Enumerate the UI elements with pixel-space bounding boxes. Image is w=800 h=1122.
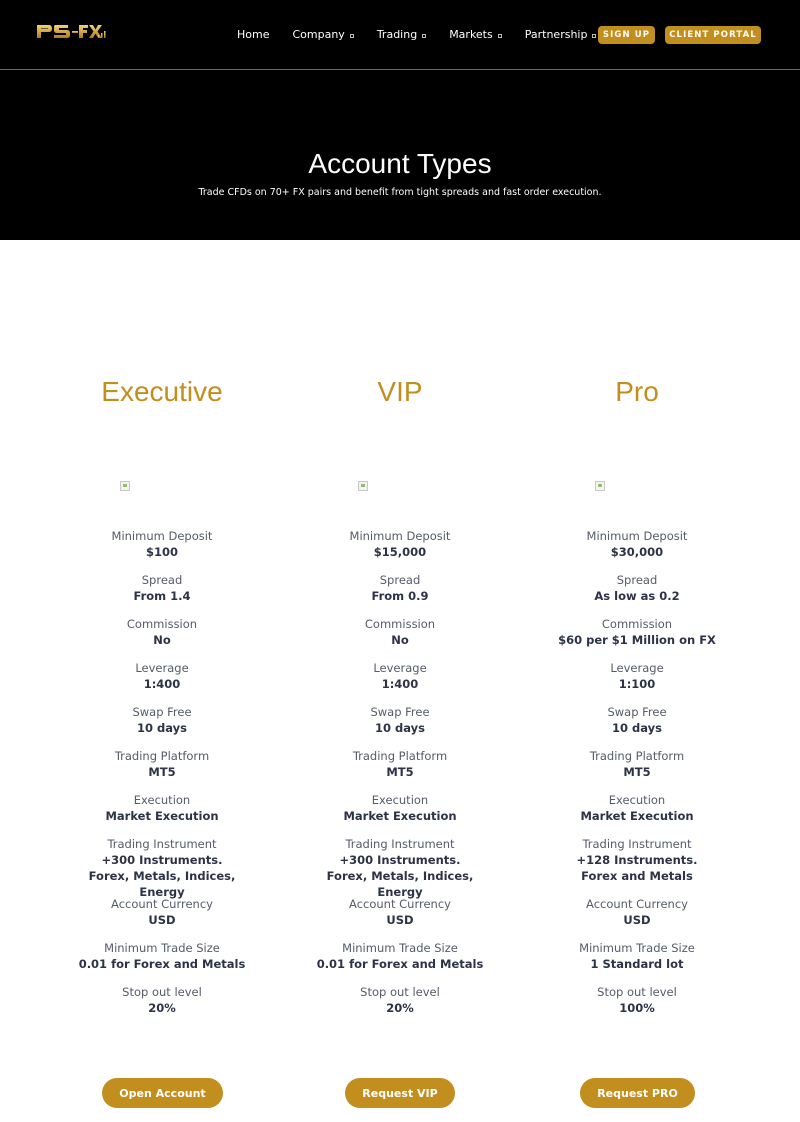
feature-label: Trading Platform bbox=[352, 749, 448, 763]
feature-row bbox=[290, 572, 510, 604]
feature-label: Leverage bbox=[610, 661, 664, 675]
feature-row bbox=[527, 660, 747, 692]
feature-label: Commission bbox=[601, 617, 673, 631]
feature-label: Minimum Deposit bbox=[349, 529, 451, 543]
feature-value: $15,000 bbox=[373, 545, 427, 559]
client-portal-button[interactable]: CLIENT PORTAL bbox=[665, 26, 761, 44]
navbar bbox=[0, 0, 800, 70]
feature-label: Execution bbox=[133, 793, 191, 807]
broken-image-icon bbox=[120, 481, 130, 491]
feature-row bbox=[527, 528, 747, 560]
feature-label: Leverage bbox=[373, 661, 427, 675]
feature-row bbox=[527, 984, 747, 1016]
feature-row bbox=[290, 836, 510, 900]
feature-label: Spread bbox=[379, 573, 421, 587]
feature-row bbox=[527, 836, 747, 884]
feature-value: From 0.9 bbox=[371, 589, 429, 603]
chevron-down-icon bbox=[422, 34, 426, 38]
nav-item-home[interactable] bbox=[237, 28, 269, 41]
feature-row bbox=[290, 748, 510, 780]
feature-row bbox=[527, 896, 747, 928]
feature-label: Trading Instrument bbox=[107, 837, 217, 851]
feature-label: Execution bbox=[371, 793, 429, 807]
feature-row bbox=[527, 792, 747, 824]
feature-label: Trading Platform bbox=[114, 749, 210, 763]
pro-account-button[interactable]: Request PRO bbox=[580, 1078, 695, 1108]
feature-label: Spread bbox=[616, 573, 658, 587]
feature-value: 1:400 bbox=[143, 677, 181, 691]
feature-value: USD bbox=[386, 913, 414, 927]
feature-label: Trading Instrument bbox=[345, 837, 455, 851]
feature-row bbox=[290, 528, 510, 560]
feature-value: No bbox=[391, 633, 409, 647]
feature-value: 10 days bbox=[375, 721, 425, 735]
feature-row bbox=[290, 896, 510, 928]
feature-value: USD bbox=[148, 913, 176, 927]
feature-value: From 1.4 bbox=[133, 589, 191, 603]
feature-row bbox=[52, 528, 272, 560]
feature-value: 0.01 for Forex and Metals bbox=[78, 957, 246, 971]
feature-value: $100 bbox=[145, 545, 178, 559]
nav-item-label: Partnership bbox=[524, 28, 588, 41]
feature-value: As low as 0.2 bbox=[594, 589, 680, 603]
feature-label: Stop out level bbox=[597, 985, 677, 999]
feature-label: Account Currency bbox=[111, 897, 213, 911]
psfx-logo-icon bbox=[35, 22, 107, 42]
feature-value: Market Execution bbox=[343, 809, 457, 823]
feature-row bbox=[52, 836, 272, 900]
chevron-down-icon bbox=[592, 34, 596, 38]
feature-row bbox=[52, 792, 272, 824]
feature-label: Minimum Trade Size bbox=[579, 941, 695, 955]
feature-row bbox=[290, 940, 510, 972]
feature-value: 20% bbox=[148, 1001, 176, 1015]
feature-row bbox=[290, 792, 510, 824]
feature-row bbox=[52, 984, 272, 1016]
feature-row bbox=[527, 704, 747, 736]
feature-row bbox=[52, 896, 272, 928]
broken-image-icon bbox=[595, 481, 605, 491]
feature-row bbox=[290, 660, 510, 692]
feature-label: Execution bbox=[608, 793, 666, 807]
feature-label: Swap Free bbox=[370, 705, 430, 719]
page-subtitle: Trade CFDs on 70+ FX pairs and benefit from tight spreads and fast order execution. bbox=[198, 187, 602, 198]
nav-item-partnership[interactable] bbox=[525, 28, 597, 41]
feature-label: Swap Free bbox=[607, 705, 667, 719]
feature-value: MT5 bbox=[623, 765, 651, 779]
feature-value: 100% bbox=[619, 1001, 655, 1015]
vip-account-button[interactable]: Request VIP bbox=[345, 1078, 455, 1108]
feature-value: USD bbox=[623, 913, 651, 927]
feature-value: +300 Instruments. Forex, Metals, Indices, Energy bbox=[326, 853, 474, 899]
feature-row bbox=[527, 940, 747, 972]
feature-label: Minimum Deposit bbox=[586, 529, 688, 543]
account-title: VIP bbox=[377, 376, 423, 407]
feature-value: +128 Instruments. Forex and Metals bbox=[576, 853, 698, 883]
feature-row bbox=[290, 984, 510, 1016]
feature-label: Minimum Deposit bbox=[111, 529, 213, 543]
feature-value: 1:400 bbox=[381, 677, 419, 691]
feature-row bbox=[527, 748, 747, 780]
feature-row bbox=[52, 704, 272, 736]
feature-value: +300 Instruments. Forex, Metals, Indices, Energy bbox=[88, 853, 236, 899]
feature-label: Minimum Trade Size bbox=[104, 941, 220, 955]
feature-value: Market Execution bbox=[580, 809, 694, 823]
brand-logo[interactable] bbox=[35, 22, 107, 42]
feature-value: Market Execution bbox=[105, 809, 219, 823]
feature-label: Stop out level bbox=[122, 985, 202, 999]
account-title: Pro bbox=[615, 376, 659, 407]
account-title: Executive bbox=[101, 376, 223, 407]
broken-image-icon bbox=[358, 481, 368, 491]
page-title: Account Types bbox=[308, 148, 492, 179]
nav-item-company[interactable] bbox=[292, 28, 353, 41]
main-nav bbox=[237, 28, 619, 41]
nav-item-label: Trading bbox=[376, 28, 418, 41]
feature-label: Minimum Trade Size bbox=[342, 941, 458, 955]
feature-row bbox=[52, 660, 272, 692]
nav-item-label: Home bbox=[237, 28, 270, 41]
feature-value: $60 per $1 Million on FX bbox=[558, 633, 716, 647]
feature-row bbox=[52, 940, 272, 972]
nav-item-label: Markets bbox=[449, 28, 493, 41]
feature-value: MT5 bbox=[386, 765, 414, 779]
feature-label: Account Currency bbox=[349, 897, 451, 911]
feature-label: Trading Platform bbox=[589, 749, 685, 763]
feature-row bbox=[527, 572, 747, 604]
feature-label: Leverage bbox=[135, 661, 189, 675]
page-header bbox=[0, 0, 800, 240]
feature-row bbox=[290, 616, 510, 648]
feature-label: Spread bbox=[141, 573, 183, 587]
feature-value: 10 days bbox=[137, 721, 187, 735]
feature-value: MT5 bbox=[148, 765, 176, 779]
sign-up-button[interactable]: SIGN UP bbox=[598, 26, 655, 44]
nav-item-markets[interactable] bbox=[449, 28, 502, 41]
feature-value: 10 days bbox=[612, 721, 662, 735]
feature-value: 20% bbox=[386, 1001, 414, 1015]
feature-row bbox=[52, 748, 272, 780]
executive-account-button[interactable]: Open Account bbox=[102, 1078, 223, 1108]
nav-item-trading[interactable] bbox=[377, 28, 426, 41]
feature-row bbox=[290, 704, 510, 736]
feature-row bbox=[52, 572, 272, 604]
feature-label: Account Currency bbox=[586, 897, 688, 911]
chevron-down-icon bbox=[350, 34, 354, 38]
feature-value: 0.01 for Forex and Metals bbox=[316, 957, 484, 971]
feature-label: Commission bbox=[126, 617, 198, 631]
feature-row bbox=[527, 616, 747, 648]
feature-label: Commission bbox=[364, 617, 436, 631]
feature-label: Stop out level bbox=[360, 985, 440, 999]
nav-item-label: Company bbox=[292, 28, 345, 41]
feature-value: 1:100 bbox=[618, 677, 656, 691]
feature-row bbox=[52, 616, 272, 648]
feature-label: Swap Free bbox=[132, 705, 192, 719]
feature-value: 1 Standard lot bbox=[590, 957, 684, 971]
feature-value: No bbox=[153, 633, 171, 647]
feature-value: $30,000 bbox=[610, 545, 664, 559]
feature-label: Trading Instrument bbox=[582, 837, 692, 851]
chevron-down-icon bbox=[498, 34, 502, 38]
